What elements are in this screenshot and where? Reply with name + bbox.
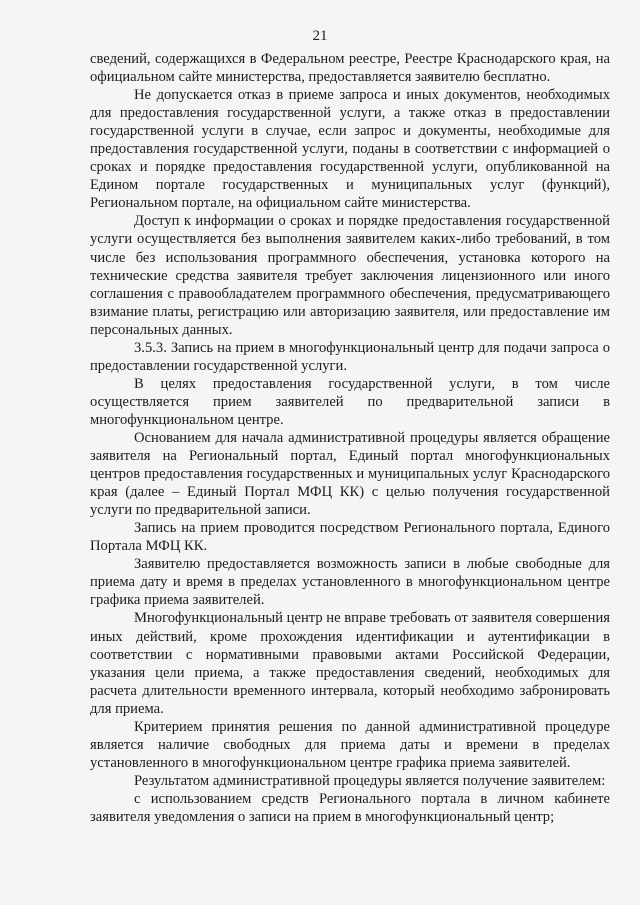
paragraph: Многофункциональный центр не вправе требовать от заявителя совершения иных действий, кроме прохождения идентификации и аутентификации в соответствии с нормативными правовыми актами Российской Федерации, указания цели приема, а также предоставления сведений, необходимых для расчета длительности временного интервала, который необходимо забронировать для приема. xyxy=(90,610,610,717)
paragraph: Не допускается отказ в приеме запроса и иных документов, необходимых для предоставления государственной услуги, а также отказ в предоставлении государственной услуги в случае, если запрос и документы, необходимые для предоставления государственной услуги, поданы в соответствии с информацией о сроках и порядке предоставления государственной услуги, опубликованной на Едином портале государственных и муниципальных услуг (функций), Региональном портале, на официальном сайте министерства. xyxy=(90,87,610,212)
paragraph: 3.5.3. Запись на прием в многофункциональный центр для подачи запроса о предоставлении государственной услуги. xyxy=(90,339,610,374)
paragraph: сведений, содержащихся в Федеральном реестре, Реестре Краснодарского края, на официальном сайте министерства, предоставляется заявителю бесплатно. xyxy=(90,51,610,86)
paragraph: Критерием принятия решения по данной административной процедуре является наличие свободных для приема даты и времени в пределах установленного в многофункциональном центре графика приема заявителей. xyxy=(90,718,610,771)
document-body xyxy=(90,50,610,826)
paragraph: Доступ к информации о сроках и порядке предоставления государственной услуги осуществляется без выполнения заявителем каких-либо требований, в том числе без использования программного обеспечения, установка которого на технические средства заявителя требует заключения лицензионного или иного соглашения с правообладателем программного обеспечения, предусматривающего взимание платы, регистрацию или авторизацию заявителя, или предоставление им персональных данных. xyxy=(90,213,610,338)
paragraph: В целях предоставления государственной услуги, в том числе осуществляется прием заявителей по предварительной записи в многофункциональном центре. xyxy=(90,375,610,428)
paragraph: Результатом административной процедуры является получение заявителем: xyxy=(134,772,606,789)
paragraph: с использованием средств Регионального портала в личном кабинете заявителя уведомления о записи на прием в многофункциональный центр; xyxy=(90,790,610,825)
paragraph: Заявителю предоставляется возможность записи в любые свободные для приема дату и время в пределах установленного в многофункциональном центре графика приема заявителей. xyxy=(90,556,610,609)
page-number: 21 xyxy=(312,28,328,44)
paragraph: Запись на прием проводится посредством Регионального портала, Единого Портала МФЦ КК. xyxy=(90,520,610,555)
paragraph: Основанием для начала административной процедуры является обращение заявителя на Региональный портал, Единый портал многофункциональных центров предоставления государственных и муниципальных услуг Краснодарского края (далее – Единый Портал МФЦ КК) с целью получения государственной услуги по предварительной записи. xyxy=(90,429,610,519)
